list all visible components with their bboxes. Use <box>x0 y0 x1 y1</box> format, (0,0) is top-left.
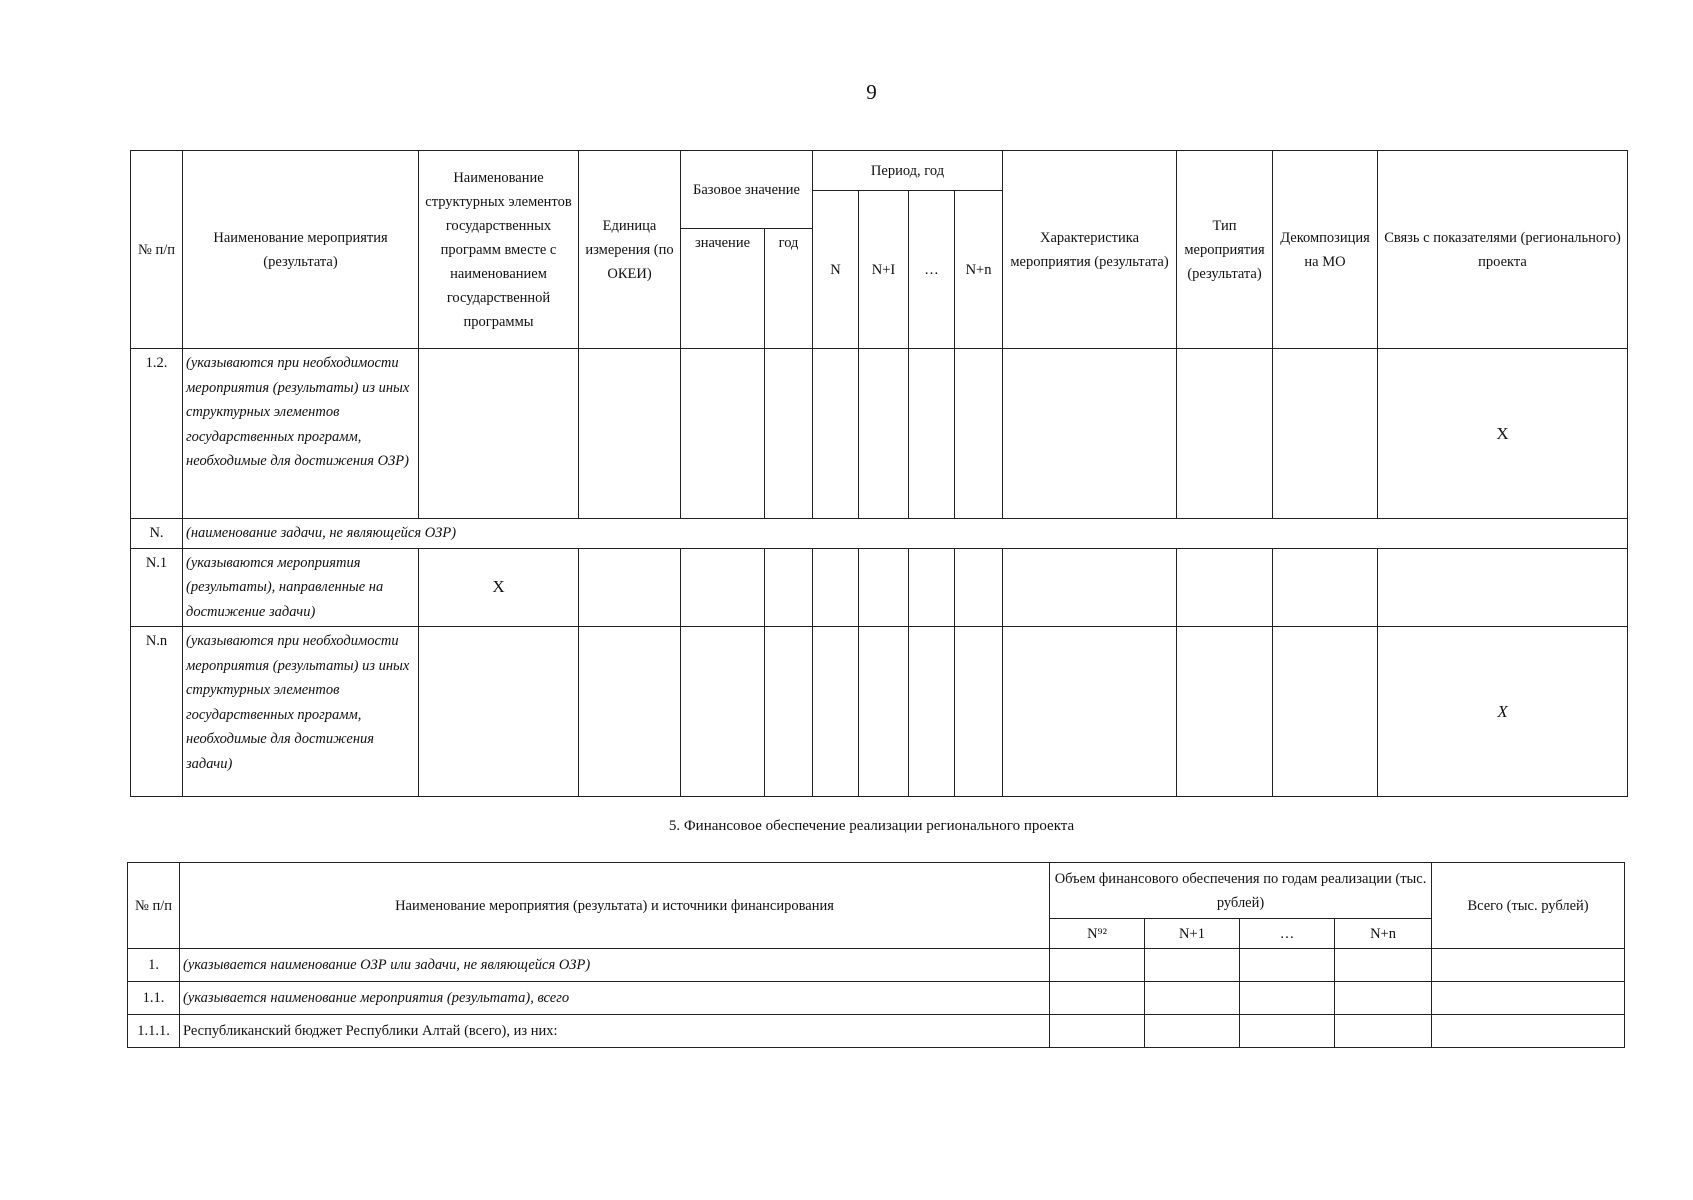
header-decomp: Декомпозиция на МО <box>1273 151 1378 349</box>
header-period-n: N <box>813 191 859 349</box>
row-struct <box>419 349 579 519</box>
row-name: (наименование задачи, не являющейся ОЗР) <box>183 519 1628 549</box>
header-base-value: значение <box>681 229 765 349</box>
header-character: Характеристика мероприятия (результата) <box>1003 151 1177 349</box>
header-period-nn: N+n <box>955 191 1003 349</box>
row-num: N. <box>131 519 183 549</box>
row-name: (указываются при необходимости мероприятия (результаты) из иных структурных элементов государственных программ, необходимые для достижения ОЗР) <box>183 349 419 519</box>
header-base: Базовое значение <box>681 151 813 229</box>
table-row <box>128 949 1625 982</box>
page-number: 9 <box>866 80 877 104</box>
table-row <box>128 1015 1625 1048</box>
fin-row-name: (указывается наименование ОЗР или задачи, не являющейся ОЗР) <box>180 949 1050 982</box>
row-num: N.n <box>131 627 183 797</box>
fin-row-num: 1.1.1. <box>128 1015 180 1048</box>
fin-header-year-n: N⁹² <box>1050 919 1145 949</box>
table-row <box>128 982 1625 1015</box>
header-name: Наименование мероприятия (результата) <box>183 151 419 349</box>
fin-row-num: 1. <box>128 949 180 982</box>
row-link <box>1378 548 1628 627</box>
header-type: Тип мероприятия (результата) <box>1177 151 1273 349</box>
fin-header-total: Всего (тыс. рублей) <box>1432 863 1625 949</box>
fin-row-num: 1.1. <box>128 982 180 1015</box>
row-num: 1.2. <box>131 349 183 519</box>
row-link: X <box>1378 627 1628 797</box>
fin-header-year-nn: N+n <box>1335 919 1432 949</box>
finance-table <box>127 862 1625 1048</box>
activities-table <box>130 150 1628 797</box>
header-num: № п/п <box>131 151 183 349</box>
row-name: (указываются при необходимости мероприятия (результаты) из иных структурных элементов государственных программ, необходимые для достижения задачи) <box>183 627 419 797</box>
fin-header-year-dots: … <box>1240 919 1335 949</box>
row-name: (указываются мероприятия (результаты), направленные на достижение задачи) <box>183 548 419 627</box>
row-link: X <box>1378 349 1628 519</box>
header-period-n1: N+I <box>859 191 909 349</box>
header-link: Связь с показателями (регионального) проекта <box>1378 151 1628 349</box>
section-title: 5. Финансовое обеспечение реализации регионального проекта <box>668 818 1075 834</box>
fin-row-name: Республиканский бюджет Республики Алтай (всего), из них: <box>180 1015 1050 1048</box>
header-unit: Единица измерения (по ОКЕИ) <box>579 151 681 349</box>
header-struct: Наименование структурных элементов государственных программ вместе с наименованием государственной программы <box>419 151 579 349</box>
table-row <box>131 519 1628 549</box>
fin-header-num: № п/п <box>128 863 180 949</box>
fin-header-year-n1: N+1 <box>1145 919 1240 949</box>
fin-header-volume: Объем финансового обеспечения по годам реализации (тыс. рублей) <box>1050 863 1432 919</box>
table-row <box>131 627 1628 797</box>
row-num: N.1 <box>131 548 183 627</box>
row-struct <box>419 627 579 797</box>
table-row <box>131 548 1628 627</box>
header-period: Период, год <box>813 151 1003 191</box>
header-period-dots: … <box>909 191 955 349</box>
table-row <box>131 349 1628 519</box>
fin-row-name: (указывается наименование мероприятия (результата), всего <box>180 982 1050 1015</box>
fin-header-name: Наименование мероприятия (результата) и источники финансирования <box>180 863 1050 949</box>
header-base-year: год <box>765 229 813 349</box>
row-struct: X <box>419 548 579 627</box>
